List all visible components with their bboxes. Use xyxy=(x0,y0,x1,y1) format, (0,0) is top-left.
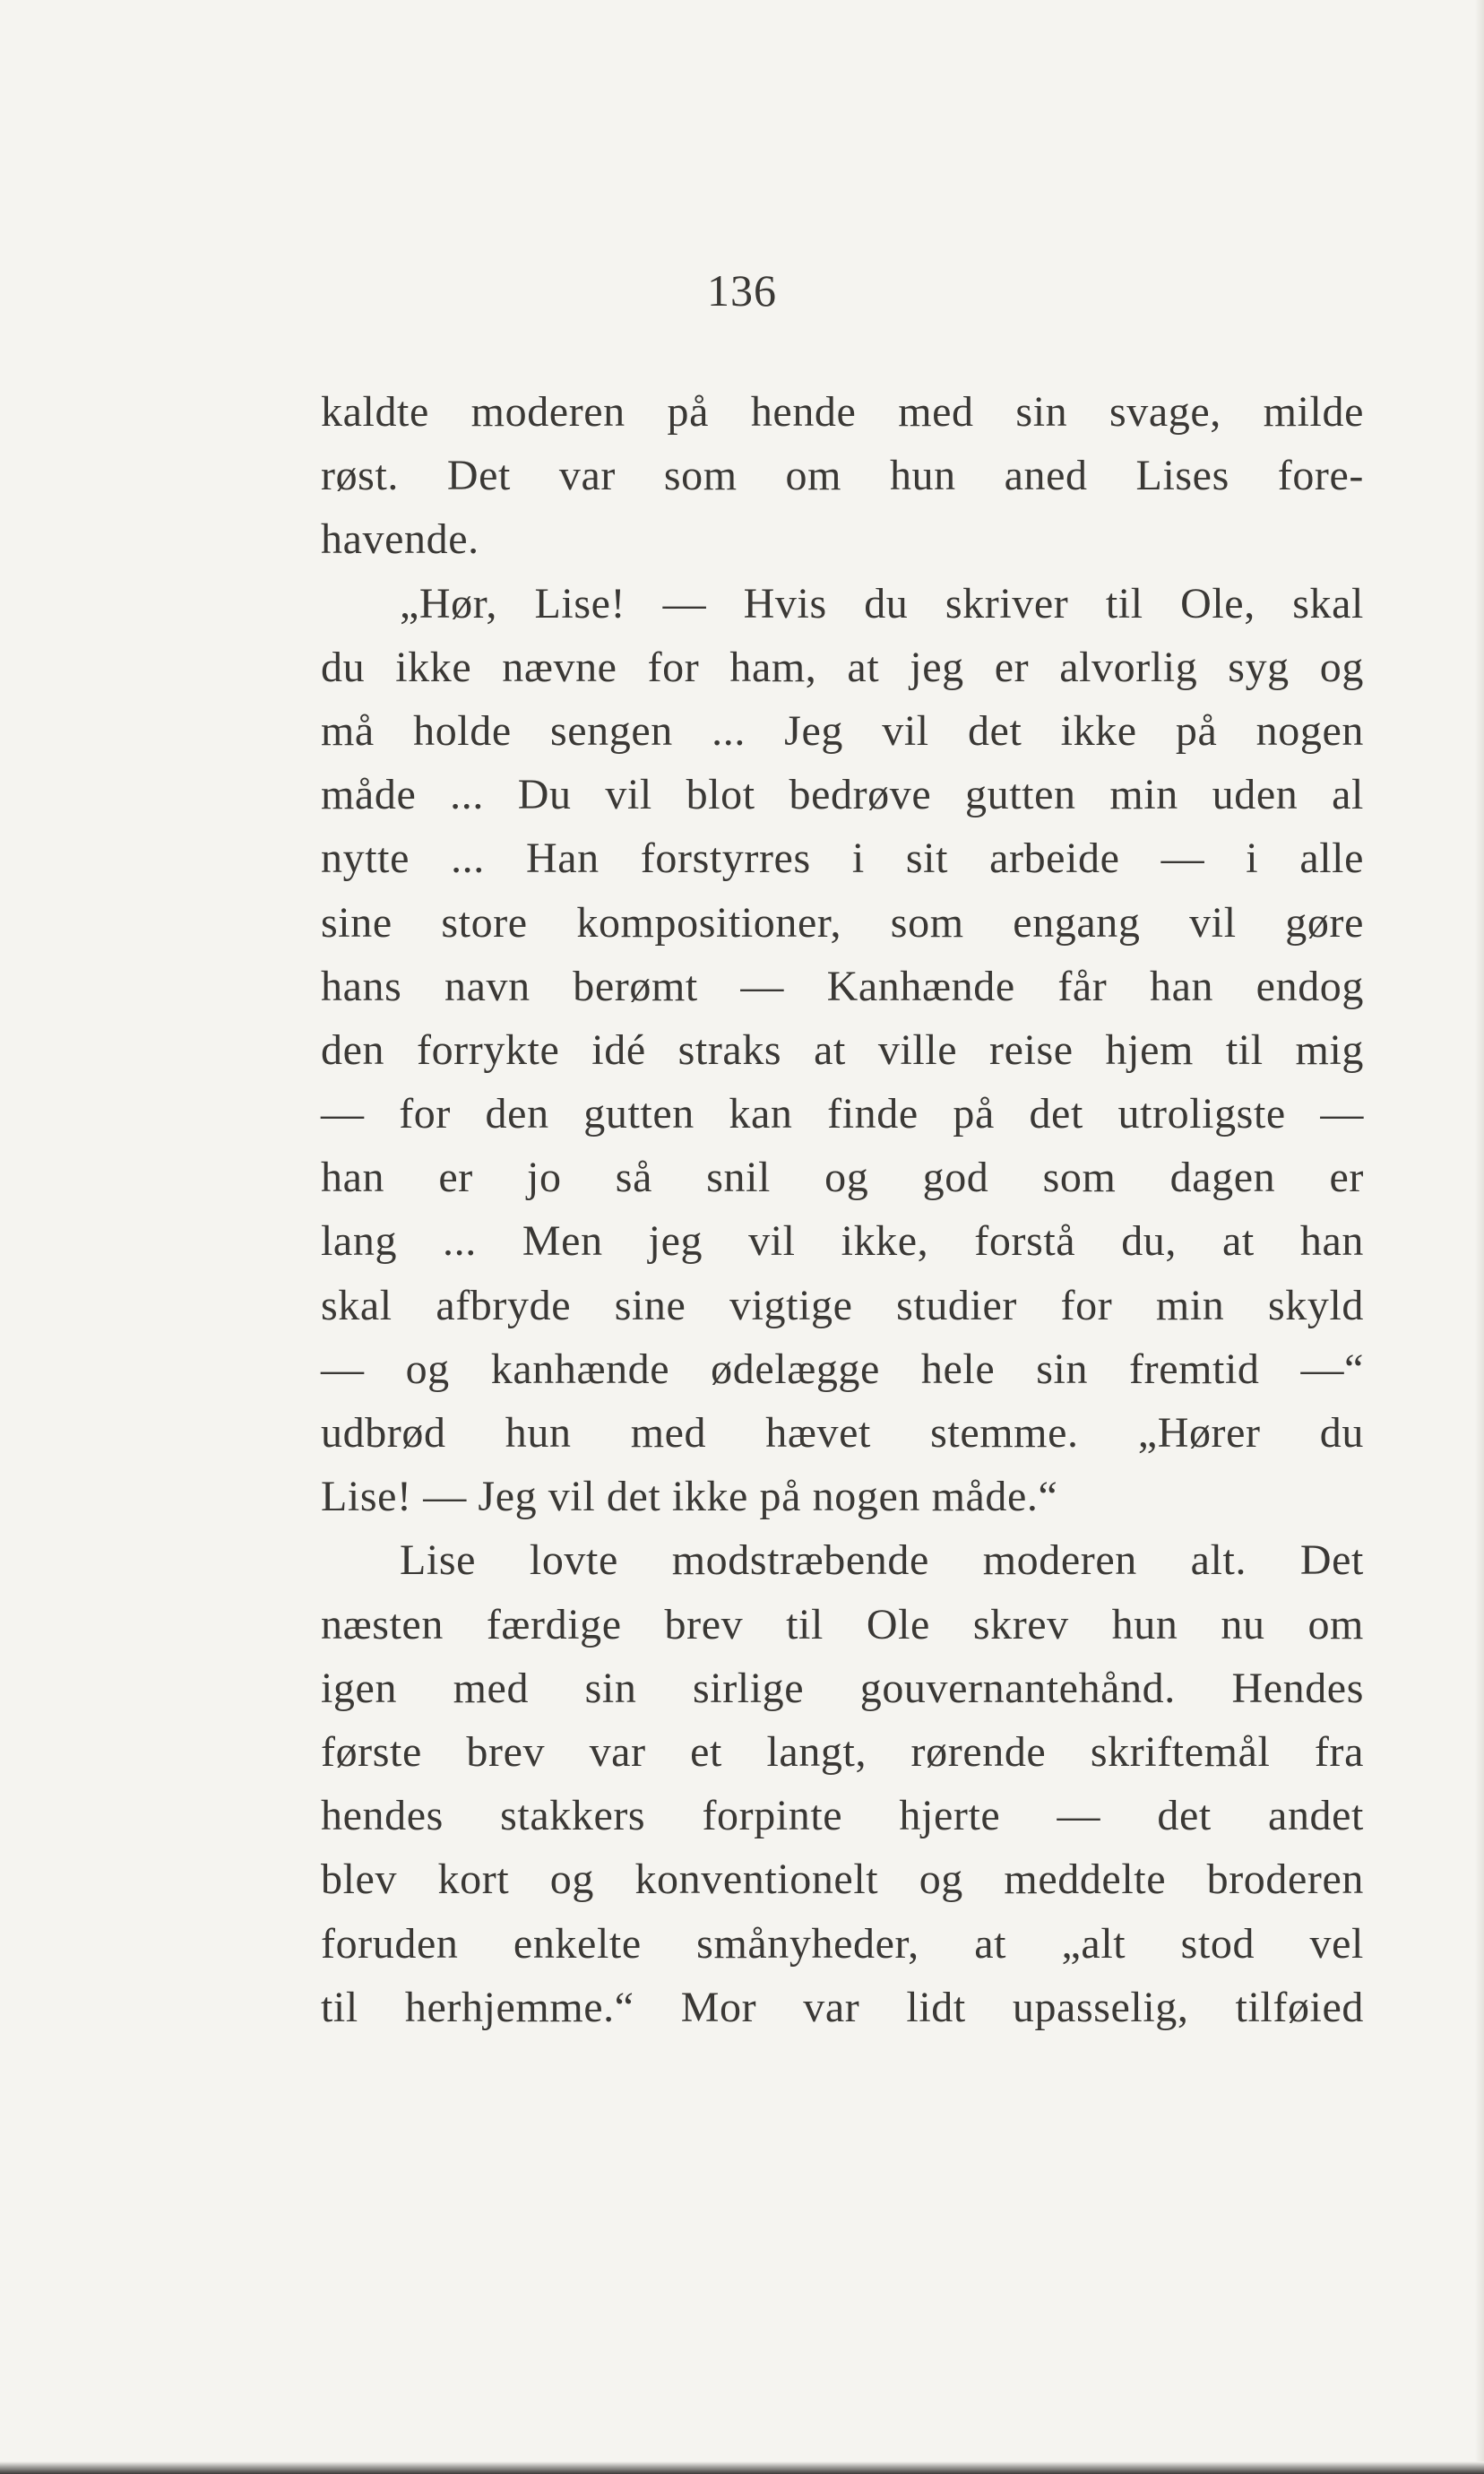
text-line: udbrød hun med hævet stemme. „Hører du xyxy=(321,1409,1364,1457)
text-line: hendes stakkers forpinte hjerte — det andet xyxy=(321,1792,1364,1840)
text-line: blev kort og konventionelt og meddelte broderen xyxy=(321,1856,1364,1904)
text-line: den forrykte idé straks at ville reise hjem til mig xyxy=(321,1025,1364,1074)
text-line: første brev var et langt, rørende skriftemål fra xyxy=(321,1727,1364,1776)
text-line: røst. Det var som om hun aned Lises fore- xyxy=(321,452,1364,500)
text-line: nytte ... Han forstyrres i sit arbeide — i alle xyxy=(321,835,1364,883)
text-line: næsten færdige brev til Ole skrev hun nu om xyxy=(321,1600,1364,1648)
text-line: lang ... Men jeg vil ikke, forstå du, at han xyxy=(321,1217,1364,1266)
text-line: måde ... Du vil blot bedrøve gutten min uden al xyxy=(321,771,1364,819)
text-line: — for den gutten kan finde på det utroligste — xyxy=(321,1090,1364,1138)
text-line: Lise lovte modstræbende moderen alt. Det xyxy=(400,1536,1364,1585)
text-line: — og kanhænde ødelægge hele sin fremtid —“ xyxy=(321,1345,1364,1393)
body-text xyxy=(321,380,1364,2039)
text-line: foruden enkelte smånyheder, at „alt stod vel xyxy=(321,1919,1364,1968)
text-line: skal afbryde sine vigtige studier for min skyld xyxy=(321,1281,1364,1329)
text-line: kaldte moderen på hende med sin svage, milde xyxy=(321,388,1364,436)
text-line: Lise! — Jeg vil det ikke på nogen måde.“ xyxy=(321,1473,1058,1521)
text-line: sine store kompositioner, som engang vil gøre xyxy=(321,898,1364,947)
text-line: havende. xyxy=(321,515,479,564)
text-line: må holde sengen ... Jeg vil det ikke på nogen xyxy=(321,706,1364,755)
page-bottom-edge xyxy=(0,2461,1484,2474)
text-line: hans navn berømt — Kanhænde får han endog xyxy=(321,962,1364,1010)
text-line: igen med sin sirlige gouvernantehånd. Hendes xyxy=(321,1664,1364,1712)
text-line: du ikke nævne for ham, at jeg er alvorlig syg og xyxy=(321,643,1364,691)
text-line: han er jo så snil og god som dagen er xyxy=(321,1154,1364,1202)
text-line: „Hør, Lise! — Hvis du skriver til Ole, skal xyxy=(400,579,1364,627)
text-line: til herhjemme.“ Mor var lidt upasselig, tilføied xyxy=(321,1983,1364,2031)
page-number: 136 xyxy=(707,265,777,316)
page-edge-shadow xyxy=(1475,0,1484,2474)
